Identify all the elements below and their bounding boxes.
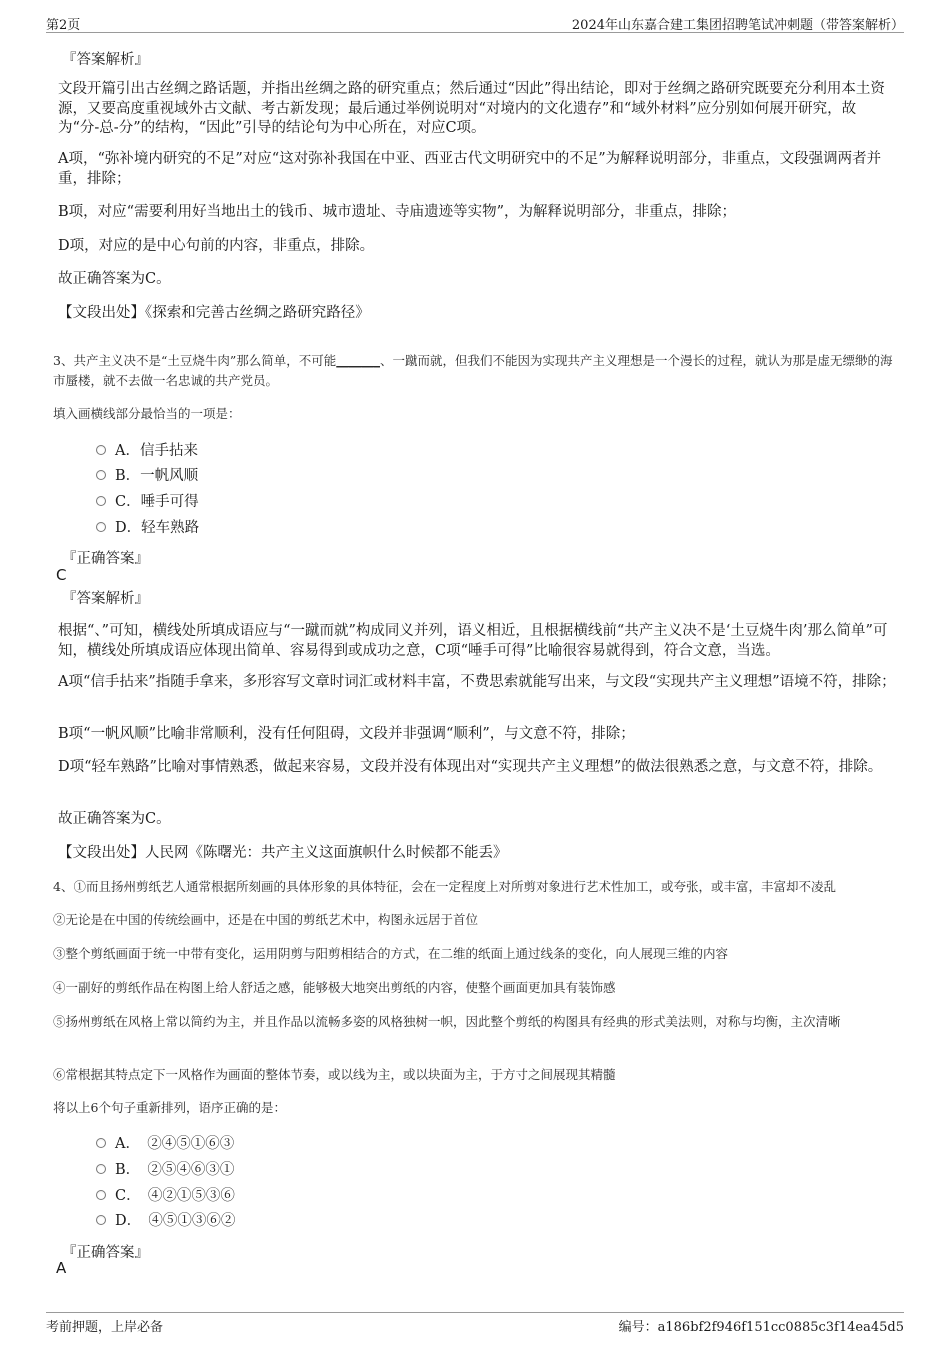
q4-sentence-1: 4、①而且扬州剪纸艺人通常根据所刻画的具体形象的具体特征，会在一定程度上对所剪对象进行艺术性加工，或夸张，或丰富，丰富却不凌乱 bbox=[53, 879, 836, 894]
q2-analysis-label: 『答案解析』 bbox=[62, 52, 149, 68]
q4-sentence-2: ②无论是在中国的传统绘画中，还是在中国的剪纸艺术中，构图永远居于首位 bbox=[53, 912, 479, 927]
radio-icon[interactable] bbox=[96, 445, 106, 455]
q2-analysis-p5: 故正确答案为C。 bbox=[58, 271, 171, 287]
q2-analysis-p4: D项，对应的是中心句前的内容，非重点，排除。 bbox=[58, 238, 375, 254]
q4-sentence-4: ④一副好的剪纸作品在构图上给人舒适之感，能够极大地突出剪纸的内容，使整个画面更加具有装饰感 bbox=[53, 980, 616, 995]
q4-option-a[interactable]: A． ②④⑤①⑥③ bbox=[96, 1134, 234, 1154]
q3-prompt: 填入画横线部分最恰当的一项是： bbox=[53, 406, 241, 421]
radio-icon[interactable] bbox=[96, 522, 106, 532]
radio-icon[interactable] bbox=[96, 470, 106, 480]
page-footer bbox=[46, 1312, 904, 1337]
q4-option-c[interactable]: C． ④②①⑤③⑥ bbox=[96, 1186, 235, 1206]
q3-analysis-p2: A项“信手拈来”指随手拿来，多形容写文章时词汇或材料丰富，不费思索就能写出来，与文段“实现共产主义理想”语境不符，排除； bbox=[58, 674, 896, 690]
q3-analysis-p3: B项“一帆风顺”比喻非常顺利，没有任何阻碍，文段并非强调“顺利”，与文意不符，排除； bbox=[58, 726, 635, 742]
q2-analysis-p3: B项，对应“需要利用好当地出土的钱币、城市遗址、寺庙遗迹等实物”，为解释说明部分，非重点，排除； bbox=[58, 204, 736, 220]
q3-analysis-p4: D项“轻车熟路”比喻对事情熟悉，做起来容易，文段并没有体现出对“实现共产主义理想”的做法很熟悉之意，与文意不符，排除。 bbox=[58, 759, 883, 775]
q3-correct-answer: C bbox=[56, 566, 67, 584]
q4-sentence-5: ⑤扬州剪纸在风格上常以简约为主，并且作品以流畅多姿的风格独树一帜，因此整个剪纸的构图具有经典的形式美法则，对称与均衡，主次清晰 bbox=[53, 1014, 841, 1029]
footer-code: 编号：a186bf2f946f151cc0885c3f14ea45d5 bbox=[618, 1320, 904, 1335]
q4-correct-label: 『正确答案』 bbox=[62, 1245, 149, 1261]
document-title: 2024年山东嘉合建工集团招聘笔试冲刺题（带答案解析） bbox=[571, 18, 904, 33]
q3-analysis-label: 『答案解析』 bbox=[62, 591, 149, 607]
q3-stem: 3、共产主义决不是“土豆烧牛肉”那么简单，不可能_______、一蹴而就，但我们不能因为实现共产主义理想是一个漫长的过程，就认为那是虚无缥缈的海市蜃楼，就不去做一名忠诚的共产党员。 bbox=[53, 353, 893, 388]
radio-icon[interactable] bbox=[96, 1190, 106, 1200]
q4-sentence-6: ⑥常根据其特点定下一风格作为画面的整体节奏，或以线为主，或以块面为主，于方寸之间展现其精髓 bbox=[53, 1067, 616, 1082]
q3-option-b[interactable]: B．一帆风顺 bbox=[96, 466, 198, 486]
q3-analysis-p5: 故正确答案为C。 bbox=[58, 811, 171, 827]
q3-option-a[interactable]: A．信手拈来 bbox=[96, 441, 198, 461]
q4-prompt: 将以上6个句子重新排列，语序正确的是： bbox=[53, 1100, 286, 1115]
radio-icon[interactable] bbox=[96, 1138, 106, 1148]
q4-option-d[interactable]: D． ④⑤①③⑥② bbox=[96, 1211, 235, 1231]
radio-icon[interactable] bbox=[96, 1164, 106, 1174]
q3-analysis-p1: 根据“、”可知，横线处所填成语应与“一蹴而就”构成同义并列，语义相近，且根据横线前“共产主义决不是‘土豆烧牛肉’那么简单”可知，横线处所填成语应体现出简单、容易得到或成功之意，C项“唾手可得”比喻很容易就得到，符合文意，当选。 bbox=[58, 623, 888, 659]
q2-source: 【文段出处】《探索和完善古丝绸之路研究路径》 bbox=[58, 305, 370, 321]
q2-analysis-p1: 文段开篇引出古丝绸之路话题，并指出丝绸之路的研究重点；然后通过“因此”得出结论，即对于丝绸之路研究既要充分利用本土资源，又要高度重视域外古文献、考古新发现；最后通过举例说明对“对境内的文化遗存”和“域外材料”应分别如何展开研究，故为“分-总-分”的结构，“因此”引导的结论句为中心所在，对应C项。 bbox=[58, 81, 885, 136]
page-header bbox=[46, 10, 904, 33]
q4-sentence-3: ③整个剪纸画面于统一中带有变化，运用阴剪与阳剪相结合的方式，在二维的纸面上通过线条的变化，向人展现三维的内容 bbox=[53, 946, 729, 961]
q4-correct-answer: A bbox=[56, 1259, 67, 1277]
q3-source: 【文段出处】人民网《陈曙光：共产主义这面旗帜什么时候都不能丢》 bbox=[58, 845, 508, 861]
q3-option-d[interactable]: D．轻车熟路 bbox=[96, 518, 199, 538]
footer-slogan: 考前押题，上岸必备 bbox=[46, 1320, 164, 1335]
radio-icon[interactable] bbox=[96, 1215, 106, 1225]
radio-icon[interactable] bbox=[96, 496, 106, 506]
q3-option-c[interactable]: C．唾手可得 bbox=[96, 492, 199, 512]
q3-blank: _______ bbox=[336, 353, 380, 368]
page-number: 第2页 bbox=[46, 18, 81, 33]
q3-correct-label: 『正确答案』 bbox=[62, 551, 149, 567]
q2-analysis-p2: A项，“弥补境内研究的不足”对应“这对弥补我国在中亚、西亚古代文明研究中的不足”为解释说明部分，非重点，文段强调两者并重，排除； bbox=[58, 151, 882, 187]
q4-option-b[interactable]: B． ②⑤④⑥③① bbox=[96, 1160, 234, 1180]
